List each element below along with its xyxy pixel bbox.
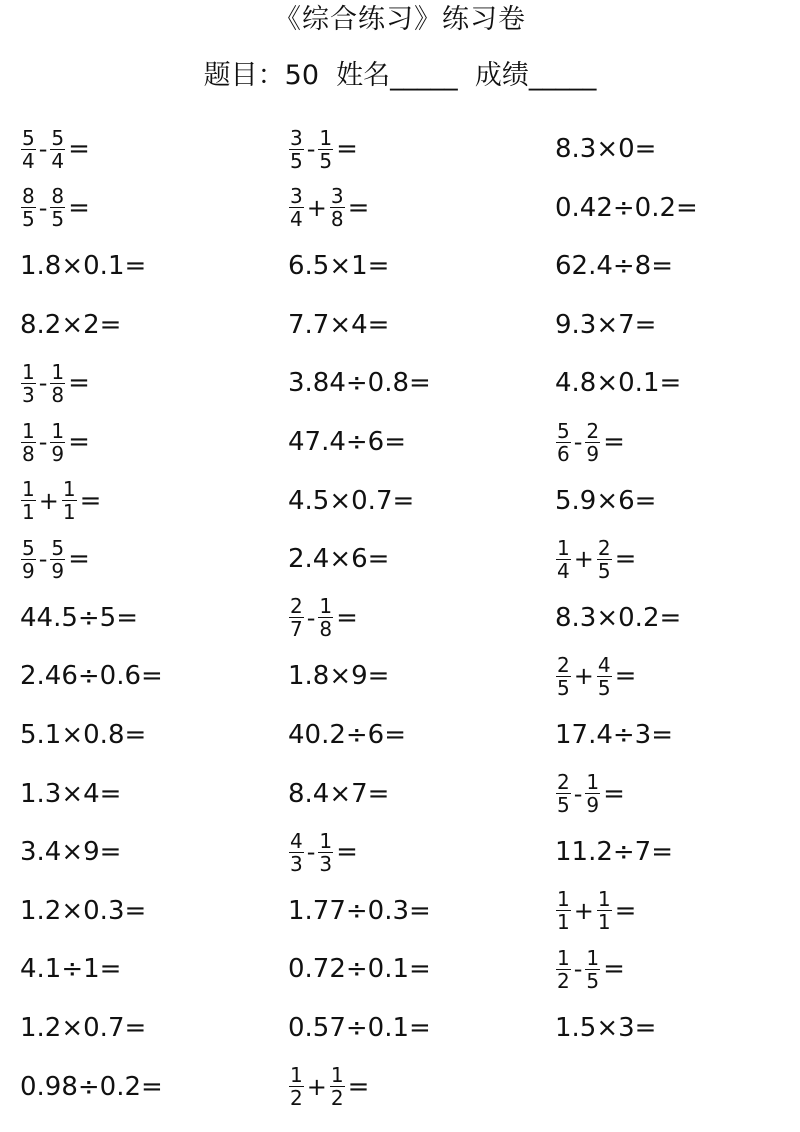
fraction-numerator: 1 xyxy=(557,887,570,912)
fraction-denominator: 3 xyxy=(319,851,333,876)
fraction-numerator: 1 xyxy=(62,477,76,502)
problem-expression: 7.7×4= xyxy=(288,309,390,340)
fraction-denominator: 1 xyxy=(557,910,570,935)
math-problem xyxy=(288,1058,369,1116)
fraction-denominator: 5 xyxy=(597,558,611,583)
fraction xyxy=(62,478,77,523)
fraction-denominator: 2 xyxy=(330,1086,344,1111)
math-problem xyxy=(555,413,625,471)
fraction-denominator: 4 xyxy=(22,148,35,173)
fraction-numerator: 2 xyxy=(597,535,611,560)
fraction-denominator: 5 xyxy=(557,793,570,818)
fraction xyxy=(50,537,65,582)
fraction xyxy=(50,185,65,230)
problem-expression: 4.1÷1= xyxy=(20,954,122,985)
problem-expression: 17.4÷3= xyxy=(555,720,674,750)
equals-sign: = xyxy=(68,368,90,399)
math-problem xyxy=(555,589,681,647)
fraction xyxy=(597,537,612,582)
fraction-numerator: 1 xyxy=(22,477,35,502)
equals-sign: = xyxy=(614,661,637,692)
operator: + xyxy=(38,486,59,515)
problem-expression: 62.4÷8= xyxy=(555,251,674,282)
fraction xyxy=(289,595,304,640)
math-problem xyxy=(288,647,389,705)
equals-sign: = xyxy=(347,1071,370,1102)
fraction-numerator: 1 xyxy=(557,945,570,970)
problem-expression: 9.3×7= xyxy=(555,309,657,340)
fraction xyxy=(556,888,571,933)
problem-expression: 11.2÷7= xyxy=(555,837,674,868)
problem-expression: 1.5×3= xyxy=(555,1013,657,1043)
equals-sign: = xyxy=(614,544,637,575)
math-problem xyxy=(555,647,636,705)
problem-expression: 1.8×0.1= xyxy=(20,251,147,282)
fraction-denominator: 3 xyxy=(290,851,303,876)
fraction-denominator: 5 xyxy=(290,148,303,173)
math-problem xyxy=(288,413,406,471)
equals-sign: = xyxy=(68,134,90,164)
fraction xyxy=(318,595,333,640)
math-problem xyxy=(20,120,90,178)
equals-sign: = xyxy=(68,192,90,223)
math-problem xyxy=(20,1058,163,1116)
math-problem xyxy=(20,589,138,647)
math-problem xyxy=(555,706,673,764)
problem-expression: 4.5×0.7= xyxy=(288,485,415,516)
fraction xyxy=(21,478,36,523)
fraction-numerator: 1 xyxy=(319,594,333,619)
fraction-numerator: 8 xyxy=(22,184,35,209)
math-problem xyxy=(288,237,389,295)
fraction-denominator: 5 xyxy=(586,968,600,993)
fraction xyxy=(21,420,36,465)
math-problem xyxy=(20,296,121,354)
fraction xyxy=(289,830,304,875)
problem-expression: 8.4×7= xyxy=(288,778,390,809)
fraction-denominator: 2 xyxy=(557,968,570,993)
fraction-numerator: 1 xyxy=(319,828,333,853)
problem-expression: 2.46÷0.6= xyxy=(20,661,163,692)
fraction xyxy=(21,361,36,406)
fraction xyxy=(585,420,600,465)
problem-expression: 6.5×1= xyxy=(288,251,390,282)
equals-sign: = xyxy=(347,192,370,223)
problem-expression: 5.9×6= xyxy=(555,485,657,516)
math-problem xyxy=(555,999,656,1057)
problem-expression: 2.4×6= xyxy=(288,544,390,575)
fraction-denominator: 9 xyxy=(586,441,600,466)
operator: - xyxy=(573,955,583,984)
fraction xyxy=(50,361,65,406)
fraction-denominator: 4 xyxy=(557,558,570,583)
fraction-numerator: 5 xyxy=(22,125,35,150)
math-problem xyxy=(555,179,698,237)
fraction-denominator: 1 xyxy=(62,500,76,525)
operator: + xyxy=(573,662,594,691)
problem-expression: 4.8×0.1= xyxy=(555,368,682,399)
operator: - xyxy=(38,545,48,574)
math-problem xyxy=(555,237,673,295)
math-problem xyxy=(555,472,656,530)
operator: - xyxy=(38,135,48,163)
fraction-denominator: 6 xyxy=(557,441,570,466)
math-problem xyxy=(20,823,121,881)
equals-sign: = xyxy=(603,954,625,985)
fraction-denominator: 5 xyxy=(597,675,611,700)
math-problem xyxy=(555,765,625,823)
math-problem xyxy=(20,354,90,412)
operator: - xyxy=(573,428,583,456)
problem-expression: 1.8×9= xyxy=(288,661,390,692)
fraction-numerator: 1 xyxy=(557,535,570,560)
fraction xyxy=(318,830,333,875)
problem-expression: 1.2×0.3= xyxy=(20,895,147,926)
fraction-denominator: 8 xyxy=(51,382,65,407)
math-problem xyxy=(20,882,146,940)
operator: + xyxy=(306,193,327,222)
problem-expression: 8.3×0= xyxy=(555,134,657,164)
problem-expression: 5.1×0.8= xyxy=(20,720,147,750)
fraction-numerator: 1 xyxy=(586,770,600,795)
equals-sign: = xyxy=(603,427,625,457)
fraction-numerator: 4 xyxy=(290,828,303,853)
fraction xyxy=(330,1064,345,1109)
equals-sign: = xyxy=(68,544,90,575)
math-problem xyxy=(20,765,121,823)
problem-expression: 0.42÷0.2= xyxy=(555,192,698,223)
fraction-denominator: 5 xyxy=(51,207,65,232)
fraction-denominator: 2 xyxy=(290,1086,303,1111)
fraction xyxy=(556,654,571,699)
fraction-numerator: 8 xyxy=(51,184,65,209)
math-problem xyxy=(555,354,681,412)
worksheet-title: 《综合练习》练习卷 xyxy=(274,4,526,35)
fraction-denominator: 9 xyxy=(51,441,65,466)
problem-expression: 1.77÷0.3= xyxy=(288,895,431,926)
operator: + xyxy=(306,1072,327,1101)
math-problem xyxy=(288,179,369,237)
fraction-numerator: 1 xyxy=(586,945,600,970)
fraction-denominator: 8 xyxy=(319,617,333,642)
fraction-denominator: 4 xyxy=(290,207,303,232)
problem-expression: 0.72÷0.1= xyxy=(288,954,431,985)
fraction-denominator: 9 xyxy=(586,793,600,818)
operator: + xyxy=(573,545,594,574)
math-problem xyxy=(288,999,431,1057)
fraction-denominator: 5 xyxy=(319,148,333,173)
fraction-numerator: 4 xyxy=(597,652,611,677)
fraction-numerator: 1 xyxy=(597,887,611,912)
math-problem xyxy=(20,999,146,1057)
fraction xyxy=(556,537,571,582)
problem-expression: 3.84÷0.8= xyxy=(288,368,431,399)
equals-sign: = xyxy=(336,134,358,164)
fraction xyxy=(556,947,571,992)
equals-sign: = xyxy=(603,778,625,809)
math-problem xyxy=(288,882,431,940)
math-problem xyxy=(20,530,90,588)
fraction-numerator: 5 xyxy=(22,535,35,560)
fraction xyxy=(597,888,612,933)
math-problem xyxy=(20,706,146,764)
fraction xyxy=(597,654,612,699)
fraction-denominator: 7 xyxy=(290,617,303,642)
fraction-numerator: 2 xyxy=(557,770,570,795)
fraction xyxy=(50,127,65,172)
math-problem xyxy=(20,647,163,705)
math-problem xyxy=(288,530,389,588)
fraction-numerator: 1 xyxy=(22,418,35,443)
fraction-numerator: 1 xyxy=(51,359,65,384)
fraction-denominator: 4 xyxy=(51,148,65,173)
fraction xyxy=(21,185,36,230)
math-problem xyxy=(20,179,90,237)
math-problem xyxy=(555,940,625,998)
fraction xyxy=(556,771,571,816)
fraction-denominator: 8 xyxy=(22,441,35,466)
fraction xyxy=(330,185,345,230)
problem-expression: 0.57÷0.1= xyxy=(288,1013,431,1043)
math-problem xyxy=(20,472,101,530)
math-problem xyxy=(555,530,636,588)
fraction xyxy=(585,771,600,816)
problem-expression: 40.2÷6= xyxy=(288,720,407,750)
equals-sign: = xyxy=(336,837,358,868)
fraction-numerator: 5 xyxy=(51,535,65,560)
equals-sign: = xyxy=(68,427,90,457)
fraction-numerator: 5 xyxy=(557,418,570,443)
problem-expression: 8.3×0.2= xyxy=(555,602,682,633)
problem-expression: 1.2×0.7= xyxy=(20,1013,147,1043)
math-problem xyxy=(288,589,358,647)
math-problem xyxy=(555,882,636,940)
fraction-numerator: 1 xyxy=(51,418,65,443)
fraction-denominator: 9 xyxy=(51,558,65,583)
fraction-numerator: 2 xyxy=(557,652,570,677)
problem-expression: 8.2×2= xyxy=(20,309,122,340)
equals-sign: = xyxy=(614,895,637,926)
problem-expression: 3.4×9= xyxy=(20,837,122,868)
math-problem xyxy=(20,237,146,295)
math-problem xyxy=(555,120,656,178)
math-problem xyxy=(288,354,431,412)
operator: - xyxy=(306,838,316,867)
math-problem xyxy=(288,296,389,354)
fraction-numerator: 2 xyxy=(290,594,303,619)
operator: - xyxy=(306,603,316,632)
problem-expression: 1.3×4= xyxy=(20,778,122,809)
math-problem xyxy=(288,765,389,823)
worksheet-subtitle: 题目：50 姓名_____ 成绩_____ xyxy=(203,60,597,91)
fraction-numerator: 5 xyxy=(51,125,65,150)
fraction-numerator: 3 xyxy=(290,125,303,150)
fraction xyxy=(21,127,36,172)
equals-sign: = xyxy=(79,485,102,516)
fraction-numerator: 2 xyxy=(586,418,600,443)
fraction-denominator: 5 xyxy=(557,675,570,700)
fraction xyxy=(585,947,600,992)
fraction-denominator: 1 xyxy=(22,500,35,525)
operator: - xyxy=(38,428,48,456)
operator: - xyxy=(573,779,583,808)
fraction-numerator: 3 xyxy=(330,184,344,209)
math-problem xyxy=(20,413,90,471)
math-problem xyxy=(288,823,358,881)
fraction-numerator: 1 xyxy=(330,1063,344,1088)
fraction xyxy=(556,420,571,465)
fraction xyxy=(50,420,65,465)
math-problem xyxy=(288,120,358,178)
fraction-numerator: 1 xyxy=(290,1063,303,1088)
fraction xyxy=(318,127,333,172)
equals-sign: = xyxy=(336,602,358,633)
problem-expression: 0.98÷0.2= xyxy=(20,1071,163,1102)
fraction xyxy=(289,127,304,172)
fraction-denominator: 3 xyxy=(22,382,35,407)
math-problem xyxy=(288,940,431,998)
problem-expression: 44.5÷5= xyxy=(20,602,139,633)
math-problem xyxy=(288,706,406,764)
math-problem xyxy=(20,940,121,998)
fraction xyxy=(289,185,304,230)
fraction-denominator: 1 xyxy=(597,910,611,935)
fraction-denominator: 9 xyxy=(22,558,35,583)
fraction xyxy=(21,537,36,582)
problem-expression: 47.4÷6= xyxy=(288,427,407,457)
fraction-numerator: 1 xyxy=(22,359,35,384)
operator: + xyxy=(573,896,594,925)
math-problem xyxy=(288,472,414,530)
fraction xyxy=(289,1064,304,1109)
fraction-numerator: 1 xyxy=(319,125,333,150)
math-problem xyxy=(555,823,673,881)
fraction-numerator: 3 xyxy=(290,184,303,209)
operator: - xyxy=(38,369,48,398)
operator: - xyxy=(306,135,316,163)
operator: - xyxy=(38,193,48,222)
fraction-denominator: 5 xyxy=(22,207,35,232)
fraction-denominator: 8 xyxy=(330,207,344,232)
math-problem xyxy=(555,296,656,354)
